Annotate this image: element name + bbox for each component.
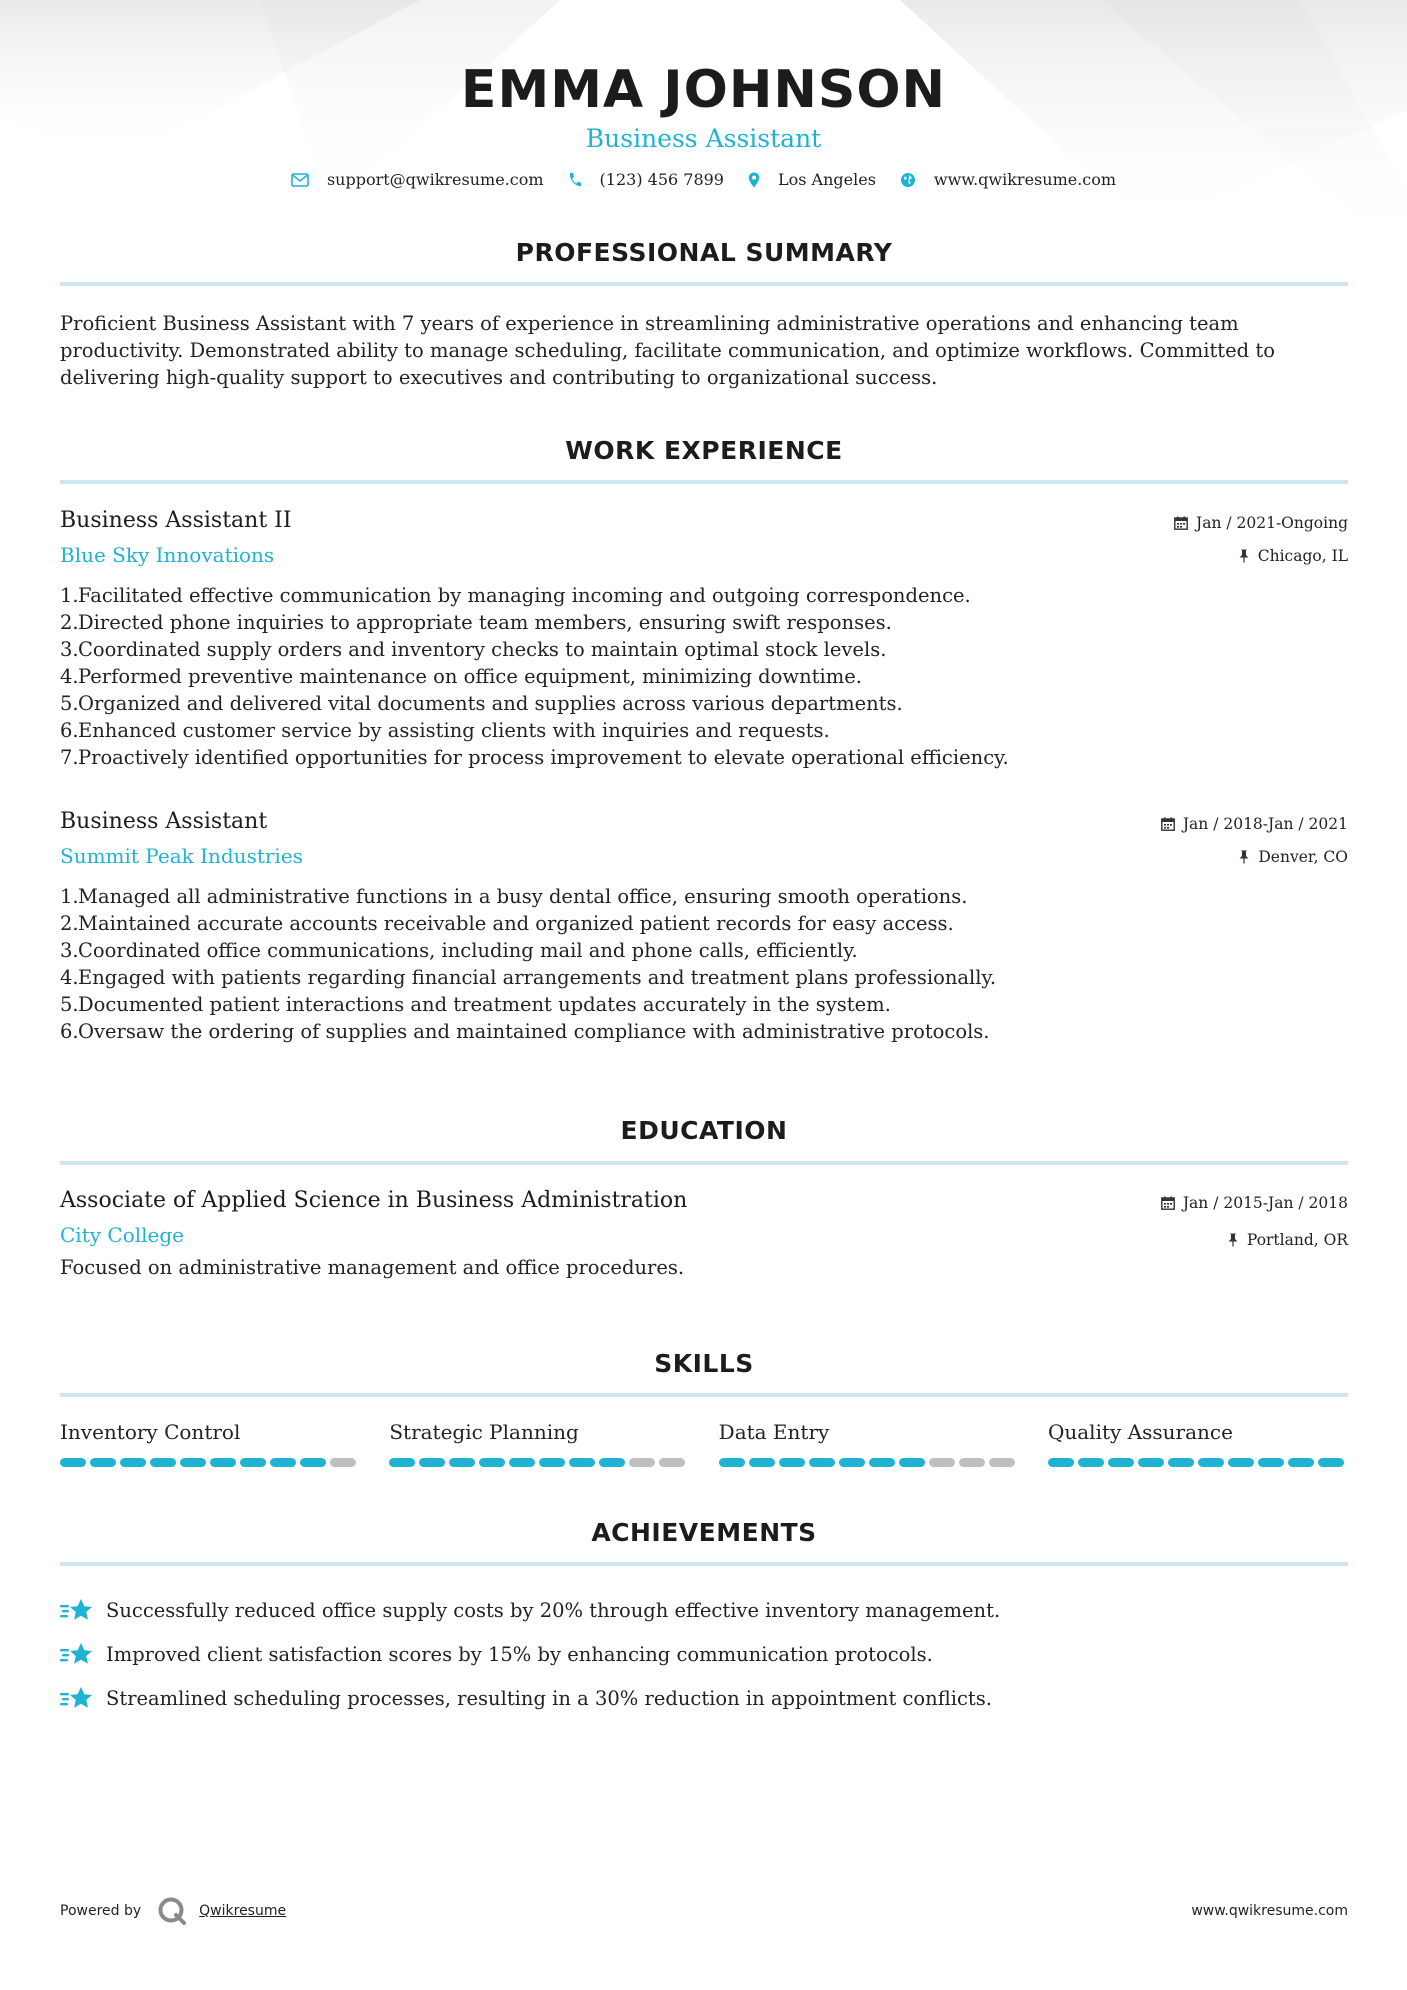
list-item: Successfully reduced office supply costs by 20% through effective inventory management. — [60, 1588, 1348, 1632]
map-pin-icon — [748, 172, 760, 188]
skill-segment-filled — [1228, 1458, 1254, 1467]
job-dates — [1174, 512, 1348, 534]
list-item: 6. Oversaw the ordering of supplies and maintained compliance with administrative protocols. — [60, 1020, 990, 1043]
job-location — [1174, 545, 1348, 567]
job-bullets — [60, 883, 1348, 1045]
skill-segment-filled — [1258, 1458, 1284, 1467]
skill-segment-filled — [869, 1458, 895, 1467]
skills-grid — [60, 1418, 1348, 1467]
calendar-icon — [1161, 817, 1175, 831]
star-icon — [60, 1596, 94, 1624]
skill-segment-filled — [240, 1458, 266, 1467]
experience-entry — [60, 506, 1348, 771]
skill-segment-filled — [599, 1458, 625, 1467]
skill-segment-filled — [389, 1458, 415, 1467]
contact-bar — [0, 170, 1407, 189]
skill-level-bar — [1048, 1458, 1348, 1467]
skill-segment-filled — [809, 1458, 835, 1467]
education-description: Focused on administrative management and office procedures. — [60, 1256, 685, 1279]
skill-name: Data Entry — [718, 1420, 830, 1444]
list-item: 2. Directed phone inquiries to appropriate team members, ensuring swift responses. — [60, 611, 892, 634]
powered-by-label: Powered by — [60, 1903, 142, 1919]
job-bullets — [60, 582, 1348, 771]
skill-segment-filled — [749, 1458, 775, 1467]
job-title: Business Assistant II — [60, 508, 292, 533]
skill-name: Strategic Planning — [389, 1420, 579, 1444]
skill-segment-filled — [150, 1458, 176, 1467]
footer-brand-link[interactable]: Qwikresume — [199, 1903, 287, 1919]
skill-segment-filled — [1318, 1458, 1344, 1467]
section-divider — [60, 282, 1348, 286]
contact-email[interactable] — [291, 170, 544, 189]
skill-segment-filled — [60, 1458, 86, 1467]
skill-segment-filled — [539, 1458, 565, 1467]
section-title-experience: WORK EXPERIENCE — [565, 436, 843, 465]
achievements-list — [60, 1588, 1348, 1720]
education-degree: Associate of Applied Science in Business Administration — [60, 1188, 688, 1213]
skill-segment-filled — [569, 1458, 595, 1467]
envelope-icon — [291, 173, 309, 187]
contact-website[interactable] — [900, 170, 1116, 189]
skill-segment-filled — [719, 1458, 745, 1467]
experience-entry — [60, 807, 1348, 1045]
phone-icon — [568, 172, 582, 188]
list-item: 2. Maintained accurate accounts receivable and organized patient records for easy access. — [60, 912, 954, 935]
skill-segment-filled — [270, 1458, 296, 1467]
skill-segment-filled — [300, 1458, 326, 1467]
skill-segment-filled — [779, 1458, 805, 1467]
education-entry — [60, 1186, 1348, 1281]
skill-segment-empty — [629, 1458, 655, 1467]
section-divider — [60, 1393, 1348, 1397]
section-title-summary: PROFESSIONAL SUMMARY — [515, 238, 893, 267]
education-dates — [1161, 1192, 1348, 1214]
skill-name: Inventory Control — [60, 1420, 241, 1444]
contact-location-text: Los Angeles — [777, 170, 876, 189]
page-footer — [60, 1896, 1348, 1926]
job-meta — [1161, 813, 1348, 879]
list-item: 5. Documented patient interactions and treatment updates accurately in the system. — [60, 993, 891, 1016]
list-item: Streamlined scheduling processes, resulting in a 30% reduction in appointment conflicts. — [60, 1676, 1348, 1720]
skill-segment-filled — [180, 1458, 206, 1467]
skill-level-bar — [60, 1458, 360, 1467]
skill-segment-empty — [330, 1458, 356, 1467]
section-title-education: EDUCATION — [620, 1116, 788, 1145]
list-item: 4. Engaged with patients regarding financial arrangements and treatment plans professionally. — [60, 966, 997, 989]
pushpin-icon — [1227, 1233, 1239, 1247]
section-title-achievements: ACHIEVEMENTS — [591, 1518, 817, 1547]
job-location-text: Denver, CO — [1258, 848, 1348, 866]
job-location — [1161, 846, 1348, 868]
skill-segment-empty — [989, 1458, 1015, 1467]
contact-phone[interactable] — [568, 170, 724, 189]
job-title: Business Assistant — [60, 809, 268, 834]
section-divider — [60, 480, 1348, 484]
skill-segment-filled — [1108, 1458, 1134, 1467]
contact-location — [748, 170, 876, 189]
candidate-name: EMMA JOHNSON — [460, 60, 947, 120]
calendar-icon — [1174, 516, 1188, 530]
education-school: City College — [60, 1223, 185, 1247]
skill-segment-filled — [1168, 1458, 1194, 1467]
contact-website-text: www.qwikresume.com — [933, 170, 1117, 189]
resume-header — [0, 58, 1407, 189]
list-item: 5. Organized and delivered vital documents and supplies across various departments. — [60, 692, 903, 715]
education-meta — [1161, 1192, 1348, 1262]
job-dates-text: Jan / 2021-Ongoing — [1195, 514, 1348, 532]
skill-segment-filled — [210, 1458, 236, 1467]
skill-item — [60, 1418, 360, 1467]
globe-icon — [900, 172, 916, 188]
job-dates-text: Jan / 2018-Jan / 2021 — [1182, 815, 1348, 833]
qwikresume-logo-icon — [157, 1896, 187, 1926]
section-divider — [60, 1161, 1348, 1165]
contact-phone-text: (123) 456 7899 — [599, 170, 724, 189]
job-dates — [1161, 813, 1348, 835]
section-divider — [60, 1562, 1348, 1566]
list-item: 6. Enhanced customer service by assisting clients with inquiries and requests. — [60, 719, 830, 742]
calendar-icon — [1161, 1196, 1175, 1210]
job-meta — [1174, 512, 1348, 578]
section-title-skills: SKILLS — [654, 1349, 754, 1378]
star-icon — [60, 1640, 94, 1668]
skill-segment-filled — [899, 1458, 925, 1467]
skill-segment-filled — [479, 1458, 505, 1467]
skill-segment-empty — [659, 1458, 685, 1467]
education-location — [1161, 1229, 1348, 1251]
skill-segment-filled — [1048, 1458, 1074, 1467]
skill-segment-filled — [120, 1458, 146, 1467]
job-company: Summit Peak Industries — [60, 844, 303, 868]
skill-segment-empty — [959, 1458, 985, 1467]
skill-level-bar — [389, 1458, 689, 1467]
list-item: 7. Proactively identified opportunities for process improvement to elevate operational efficiency. — [60, 746, 1009, 769]
skill-segment-filled — [1198, 1458, 1224, 1467]
list-item: 3. Coordinated office communications, including mail and phone calls, efficiently. — [60, 939, 858, 962]
list-item: 4. Performed preventive maintenance on office equipment, minimizing downtime. — [60, 665, 862, 688]
list-item: 1. Managed all administrative functions in a busy dental office, ensuring smooth operations. — [60, 885, 968, 908]
list-item: 1. Facilitated effective communication by managing incoming and outgoing correspondence. — [60, 584, 971, 607]
list-item: Improved client satisfaction scores by 15% by enhancing communication protocols. — [60, 1632, 1348, 1676]
contact-email-text: support@qwikresume.com — [326, 170, 544, 189]
skill-segment-filled — [839, 1458, 865, 1467]
job-company: Blue Sky Innovations — [60, 543, 275, 567]
pushpin-icon — [1238, 549, 1250, 563]
skill-item — [719, 1418, 1019, 1467]
skill-segment-filled — [419, 1458, 445, 1467]
skill-segment-filled — [449, 1458, 475, 1467]
skill-item — [389, 1418, 689, 1467]
list-item: 3. Coordinated supply orders and inventory checks to maintain optimal stock levels. — [60, 638, 887, 661]
education-location-text: Portland, OR — [1246, 1231, 1348, 1249]
skill-name: Quality Assurance — [1047, 1420, 1233, 1444]
skill-segment-filled — [1138, 1458, 1164, 1467]
skill-segment-filled — [1078, 1458, 1104, 1467]
skill-segment-filled — [1288, 1458, 1314, 1467]
education-dates-text: Jan / 2015-Jan / 2018 — [1182, 1194, 1348, 1212]
footer-branding — [60, 1896, 286, 1926]
candidate-title: Business Assistant — [585, 124, 822, 153]
star-icon — [60, 1684, 94, 1712]
skill-level-bar — [719, 1458, 1019, 1467]
footer-website-link[interactable]: www.qwikresume.com — [1191, 1903, 1348, 1919]
job-location-text: Chicago, IL — [1257, 547, 1348, 565]
skill-segment-empty — [929, 1458, 955, 1467]
skill-segment-filled — [509, 1458, 535, 1467]
skill-item — [1048, 1418, 1348, 1467]
summary-text: Proficient Business Assistant with 7 years of experience in streamlining administrative operations and enhancing team productivity. Demonstrated ability to manage scheduling, facilitate communication, and optimize workflows. Committed to delivering high-quality support to executives and contributing to organizational success. — [60, 312, 1275, 389]
pushpin-icon — [1238, 850, 1250, 864]
skill-segment-filled — [90, 1458, 116, 1467]
